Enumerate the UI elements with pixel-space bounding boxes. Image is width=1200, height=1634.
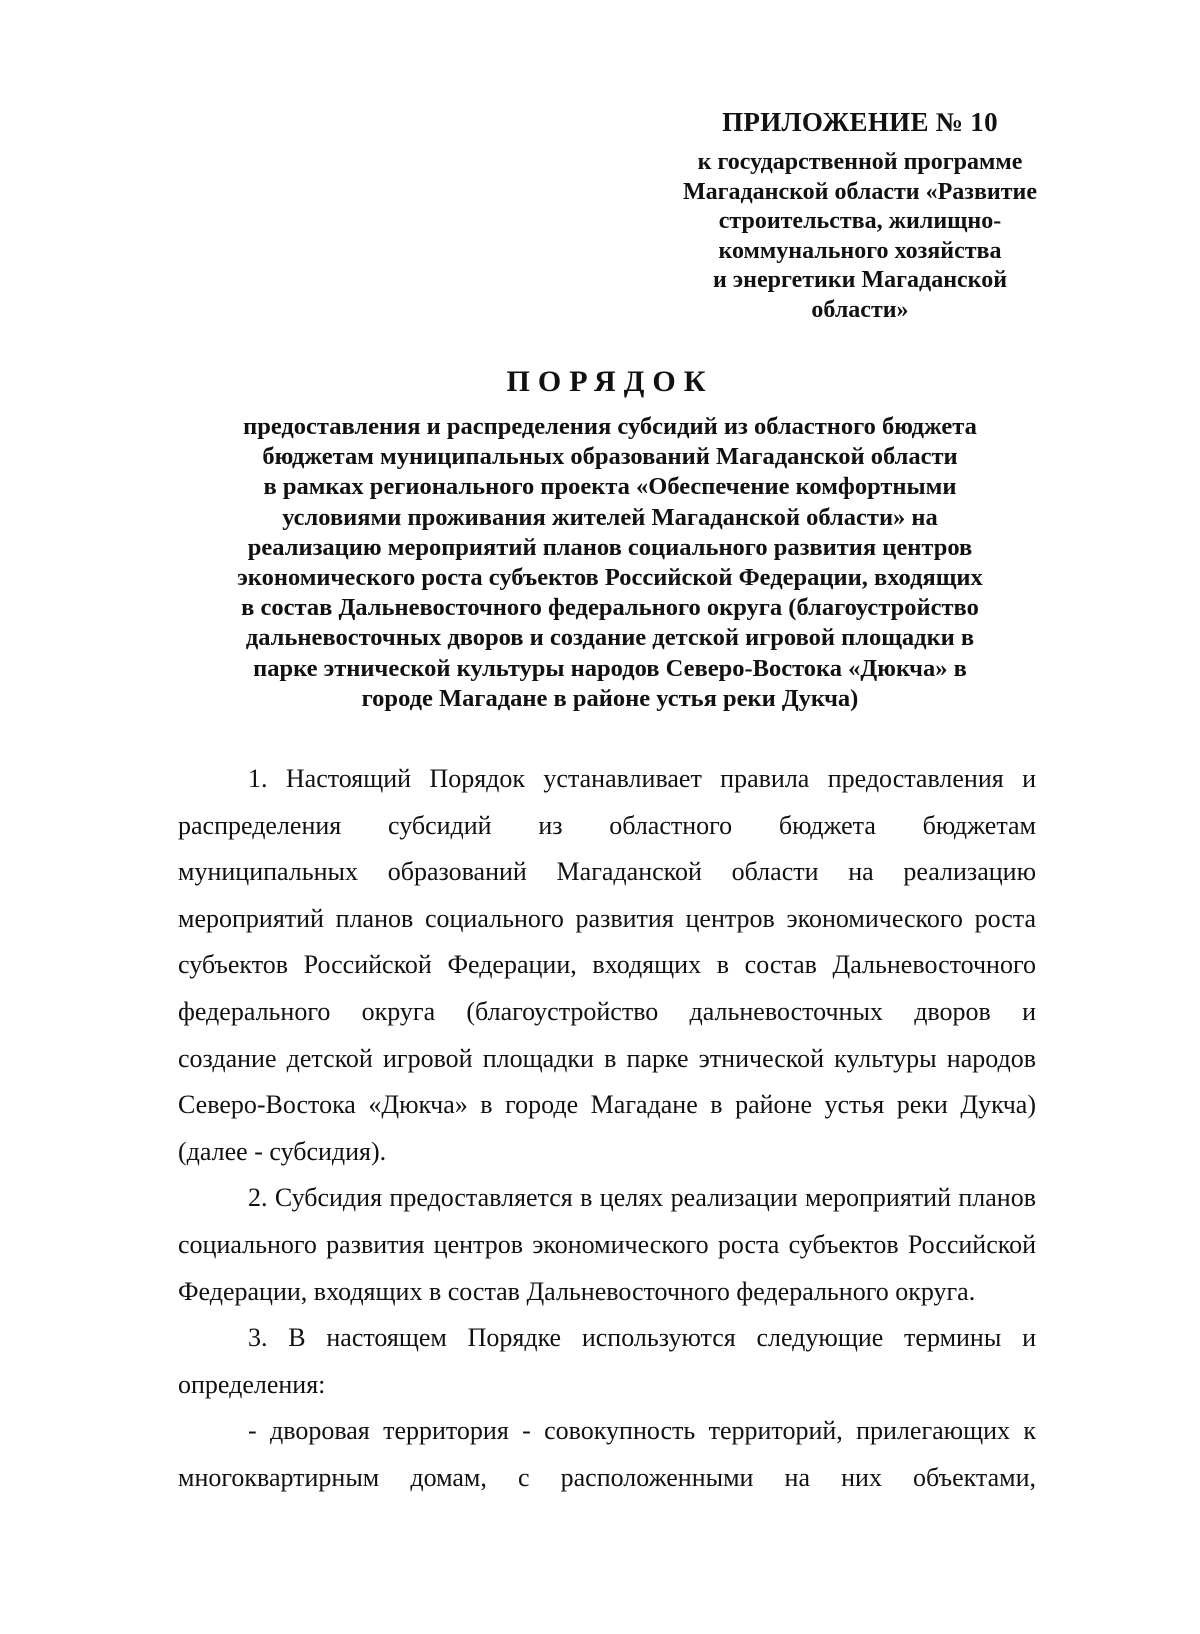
paragraph-line: 2. Субсидия предоставляется в целях реализации мероприятий планов [248,1183,1036,1213]
paragraph-line: 1. Настоящий Порядок устанавливает правила предоставления и [248,764,1036,793]
document-body [178,756,1036,1502]
paragraph-line: федерального округа (благоустройство дальневосточных дворов и [178,996,1036,1026]
appendix-line: к государственной программе [697,149,1023,175]
appendix-line: области» [811,296,909,323]
paragraph-line: - дворовая территория - совокупность территорий, прилегающих к [248,1416,1036,1446]
paragraph-line: создание детской игровой площадки в парке этнической культуры народов [178,1043,1036,1073]
paragraph-line: распределения субсидий из областного бюджета бюджетам [178,810,1036,840]
paragraph-line: Северо-Востока «Дюкча» в городе Магадане в районе устья реки Дукча) [178,1090,1036,1120]
paragraph-line: 3. В настоящем Порядке используются следующие термины и [248,1323,1036,1353]
appendix-line: Магаданской области «Развитие [682,178,1037,205]
heading-line: в рамках регионального проекта «Обеспечение комфортными [263,473,957,501]
appendix-block [650,104,1070,325]
appendix-line: коммунального хозяйства [718,237,1002,264]
heading-line: реализацию мероприятий планов социального развития центров [247,533,973,561]
paragraph-line: социального развития центров экономического роста субъектов Российской [178,1229,1036,1259]
appendix-line: и энергетики Магаданской [712,267,1008,293]
heading-line: бюджетам муниципальных образований Магаданской области [262,443,958,471]
heading-line: предоставления и распределения субсидий из областного бюджета [243,413,977,440]
paragraph-line: определения: [178,1369,326,1399]
heading-line: условиями проживания жителей Магаданской области» на [282,503,938,531]
document-title: ПОРЯДОК [506,365,714,398]
heading-line: дальневосточных дворов и создание детской игровой площадки в [245,624,975,652]
paragraph-line: субъектов Российской Федерации, входящих в состав Дальневосточного [178,950,1036,980]
heading-line: экономического роста субъектов Российской Федерации, входящих [237,564,983,592]
heading-line: парке этнической культуры народов Северо-Востока «Дюкча» в [253,654,967,682]
paragraph-line: (далее - субсидия). [178,1136,387,1166]
heading-line: в состав Дальневосточного федерального округа (благоустройство [241,594,979,622]
document-heading [170,362,1050,714]
paragraph-line: мероприятий планов социального развития центров экономического роста [178,903,1036,933]
appendix-title: ПРИЛОЖЕНИЕ № 10 [722,107,998,137]
paragraph-line: многоквартирным домам, с расположенными на них объектами, [178,1462,1036,1492]
paragraph-line: Федерации, входящих в состав Дальневосточного федерального округа. [178,1276,976,1306]
paragraph-line: муниципальных образований Магаданской области на реализацию [178,857,1036,887]
appendix-line: строительства, жилищно- [718,208,1002,234]
heading-line: городе Магадане в районе устья реки Дукча) [361,684,859,712]
